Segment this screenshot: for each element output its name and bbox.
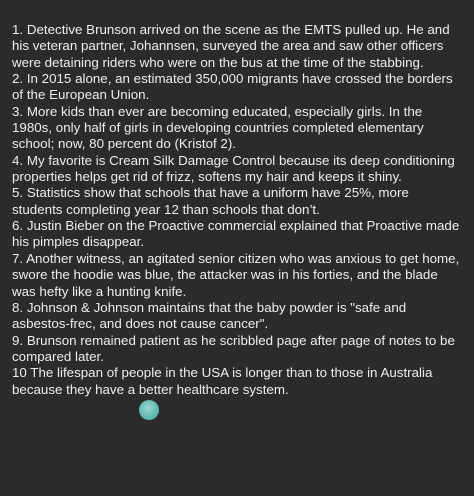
selection-handle-icon[interactable]: [139, 400, 159, 420]
statement-8: 8. Johnson & Johnson maintains that the baby powder is "safe and asbestos-frec, and does not cause cancer".: [12, 299, 407, 332]
statement-3: 3. More kids than ever are becoming educated, especially girls. In the 1980s, only half of girls in developing countries completed elementary school; now, 80 percent do (Kristof 2).: [12, 103, 424, 152]
statement-2: 2. In 2015 alone, an estimated 350,000 migrants have crossed the borders of the European Union.: [12, 71, 453, 103]
statement-7: 7. Another witness, an agitated senior citizen who was anxious to get home, swore the hoodie was blue, the attacker was in his forties, and the blade was hefty like a hunting knife.: [12, 250, 460, 299]
statement-6: 6. Justin Bieber on the Proactive commercial explained that Proactive made his pimples disappear.: [12, 218, 460, 250]
statement-1: 1. Detective Brunson arrived on the scene as the EMTS pulled up. He and his veteran partner, Johannsen, surveyed the area and saw other officers were detaining riders who were on the bus at the time of the stabbing.: [12, 22, 450, 70]
statement-9: 9. Brunson remained patient as he scribbled page after page of notes to be compared later.: [12, 332, 455, 364]
statement-10: 10 The lifespan of people in the USA is longer than to those in Australia because they have a better healthcare system.: [12, 365, 433, 397]
statement-5: 5. Statistics show that schools that have a uniform have 25%, more students completing year 12 than schools that don’t.: [12, 185, 409, 217]
statement-4: 4. My favorite is Cream Silk Damage Control because its deep conditioning properties helps get rid of frizz, softens my hair and keeps it shiny.: [12, 152, 455, 185]
